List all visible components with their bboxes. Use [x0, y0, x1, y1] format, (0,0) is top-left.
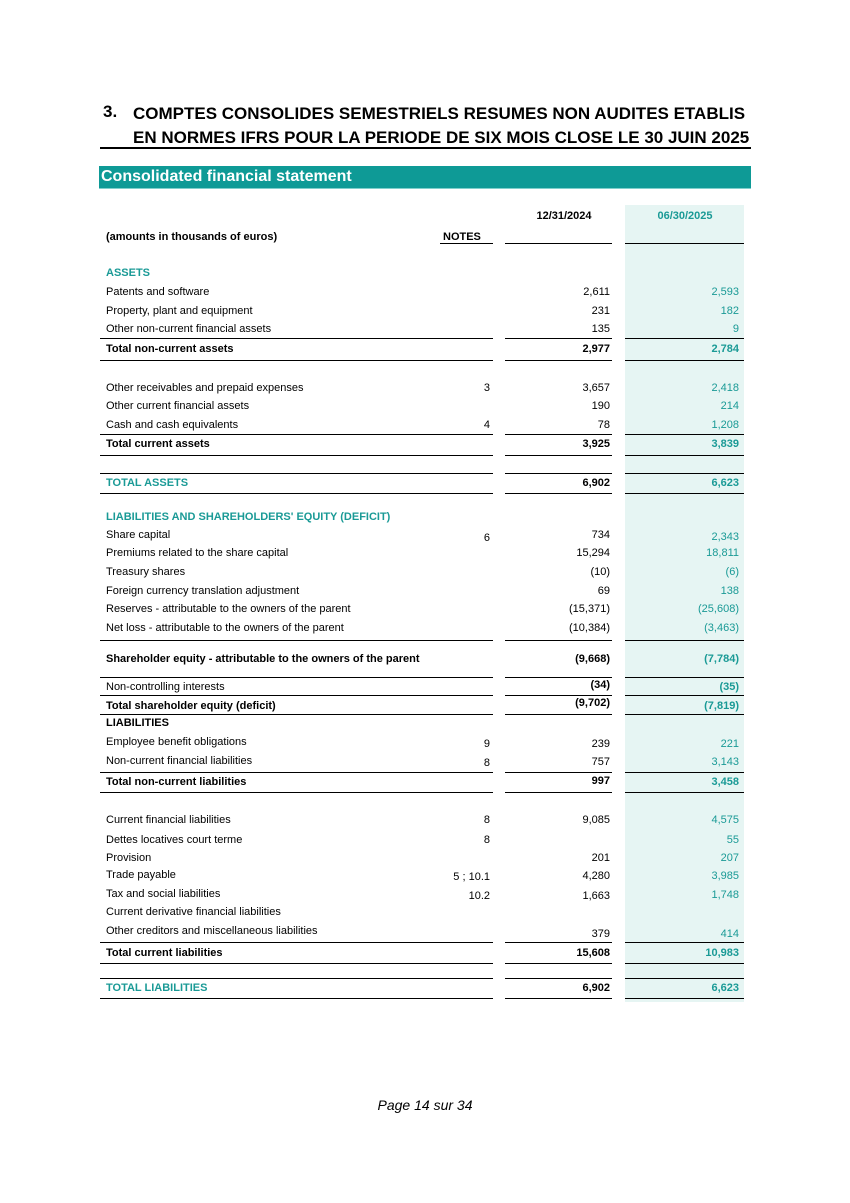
rule — [625, 714, 744, 715]
rule — [625, 942, 744, 943]
rule — [625, 695, 744, 696]
prior-value: 15,294 — [576, 547, 610, 559]
current-value: 3,458 — [711, 776, 739, 788]
rule — [100, 792, 493, 793]
rule — [625, 792, 744, 793]
row-label: Patents and software — [106, 286, 210, 298]
rule — [505, 640, 612, 641]
prior-header-rule — [505, 243, 612, 244]
row-note: 8 — [483, 814, 490, 826]
row-note: 5 ; 10.1 — [453, 871, 490, 883]
rule — [625, 772, 744, 773]
units-label: (amounts in thousands of euros) — [106, 231, 278, 243]
rule — [625, 360, 744, 361]
rule — [100, 677, 493, 678]
table-row — [0, 621, 850, 636]
row-label: Total non-current liabilities — [106, 776, 247, 788]
prior-value: 2,977 — [582, 343, 610, 355]
subtotal-row — [0, 652, 850, 667]
row-label: Share capital — [106, 529, 171, 541]
prior-value: 78 — [597, 419, 610, 431]
prior-value: (9,668) — [575, 653, 610, 665]
prior-value: 3,657 — [582, 382, 610, 394]
row-label: LIABILITIES — [106, 717, 169, 729]
prior-value: 201 — [591, 852, 610, 864]
prior-value: 997 — [591, 775, 610, 787]
rule — [100, 942, 493, 943]
current-value: 138 — [720, 585, 739, 597]
current-value: (35) — [719, 681, 739, 693]
table-row — [0, 833, 850, 848]
notes-column-header: NOTES — [443, 231, 481, 243]
rule — [505, 338, 612, 339]
current-value: 221 — [720, 738, 739, 750]
row-label: Other receivables and prepaid expenses — [106, 382, 304, 394]
total-row — [0, 437, 850, 452]
table-row — [0, 905, 850, 920]
row-label: Non-current financial liabilities — [106, 755, 253, 767]
table-row — [0, 381, 850, 396]
table-row — [0, 851, 850, 866]
rule — [100, 695, 493, 696]
rule — [505, 493, 612, 494]
total-row — [0, 775, 850, 790]
title-divider — [100, 147, 751, 149]
row-label: Current derivative financial liabilities — [106, 906, 281, 918]
rule — [505, 963, 612, 964]
current-value: 18,811 — [706, 547, 739, 559]
current-value: (6) — [725, 566, 739, 578]
current-value: 55 — [726, 834, 739, 846]
prior-value: 135 — [591, 323, 610, 335]
statement-banner: Consolidated financial statement — [99, 166, 751, 188]
current-value: 2,418 — [711, 382, 739, 394]
rule — [505, 455, 612, 456]
rule — [100, 338, 493, 339]
prior-value: (34) — [590, 679, 610, 691]
row-label: TOTAL ASSETS — [106, 477, 189, 489]
current-value: 1,208 — [711, 419, 739, 431]
prior-value: 69 — [597, 585, 610, 597]
row-label: Provision — [106, 852, 152, 864]
prior-value: 3,925 — [582, 438, 610, 450]
row-label: Cash and cash equivalents — [106, 419, 239, 431]
table-row — [0, 754, 850, 769]
rule — [625, 338, 744, 339]
row-label: Other non-current financial assets — [106, 323, 272, 335]
row-note: 3 — [483, 382, 490, 394]
section-title — [133, 102, 749, 150]
row-note: 10.2 — [468, 890, 490, 902]
rule — [100, 963, 493, 964]
current-value: 207 — [720, 852, 739, 864]
total-row — [0, 342, 850, 357]
column-header-prior-period: 12/31/2024 — [536, 210, 592, 222]
section-header-liabilities-equity — [0, 510, 850, 525]
rule — [505, 434, 612, 435]
rule — [505, 792, 612, 793]
rule — [625, 640, 744, 641]
row-label: Reserves - attributable to the owners of the parent — [106, 603, 351, 615]
rule — [625, 434, 744, 435]
current-value: 3,985 — [711, 870, 739, 882]
table-row — [0, 813, 850, 828]
banner-underline — [99, 188, 751, 189]
table-row — [0, 418, 850, 433]
table-row — [0, 285, 850, 300]
table-row — [0, 399, 850, 414]
row-label: LIABILITIES AND SHAREHOLDERS' EQUITY (DEFICIT) — [106, 511, 391, 523]
table-row — [0, 735, 850, 750]
rule — [625, 978, 744, 979]
row-note: 4 — [483, 419, 490, 431]
current-value: 10,983 — [705, 947, 739, 959]
section-title-line1: COMPTES CONSOLIDES SEMESTRIELS RESUMES NON AUDITES ETABLIS — [133, 104, 746, 123]
rule — [505, 360, 612, 361]
current-value: 2,343 — [711, 531, 739, 543]
prior-value: 6,902 — [582, 477, 610, 489]
rule — [505, 998, 612, 999]
row-note: 8 — [483, 757, 490, 769]
table-row — [0, 322, 850, 337]
grand-total-row — [0, 981, 850, 996]
current-value: (25,608) — [698, 603, 739, 615]
rule — [625, 493, 744, 494]
row-label: Other creditors and miscellaneous liabilities — [106, 925, 318, 937]
prior-value: 4,280 — [582, 870, 610, 882]
rule — [100, 714, 493, 715]
row-label: Total non-current assets — [106, 343, 234, 355]
column-header-current-period: 06/30/2025 — [657, 210, 713, 222]
current-value: 3,839 — [711, 438, 739, 450]
rule — [100, 493, 493, 494]
row-label: Net loss - attributable to the owners of the parent — [106, 622, 344, 634]
page-footer: Page 14 sur 34 — [377, 1097, 473, 1113]
prior-value: 15,608 — [576, 947, 610, 959]
rule — [100, 772, 493, 773]
current-value: 6,623 — [711, 477, 739, 489]
row-label: Property, plant and equipment — [106, 305, 253, 317]
current-value: 182 — [720, 305, 739, 317]
rule — [625, 455, 744, 456]
current-value: 1,748 — [711, 889, 739, 901]
section-number: 3. — [103, 102, 118, 121]
prior-value: 757 — [591, 756, 610, 768]
current-header-rule — [625, 243, 744, 244]
rule — [505, 942, 612, 943]
rule — [100, 978, 493, 979]
row-label: Tax and social liabilities — [106, 888, 221, 900]
current-value: 2,593 — [711, 286, 739, 298]
table-row — [0, 304, 850, 319]
total-row — [0, 699, 850, 714]
row-label: Other current financial assets — [106, 400, 250, 412]
prior-value: 6,902 — [582, 982, 610, 994]
table-row — [0, 602, 850, 617]
table-row — [0, 565, 850, 580]
section-header-assets — [0, 266, 850, 281]
row-label: Employee benefit obligations — [106, 736, 247, 748]
rule — [625, 473, 744, 474]
rule — [100, 640, 493, 641]
rule — [505, 714, 612, 715]
rule — [625, 677, 744, 678]
table-row — [0, 924, 850, 939]
rule — [100, 434, 493, 435]
table-row — [0, 887, 850, 902]
prior-value: 190 — [591, 400, 610, 412]
rule — [625, 998, 744, 999]
row-label: Total shareholder equity (deficit) — [106, 700, 276, 712]
table-row — [0, 546, 850, 561]
rule — [505, 978, 612, 979]
prior-value: 734 — [591, 529, 610, 541]
row-label: Dettes locatives court terme — [106, 834, 243, 846]
grand-total-row — [0, 476, 850, 491]
row-note: 6 — [483, 532, 490, 544]
table-row — [0, 528, 850, 543]
row-note: 9 — [483, 738, 490, 750]
row-label: Foreign currency translation adjustment — [106, 585, 300, 597]
rule — [505, 772, 612, 773]
section-title-line2: EN NORMES IFRS POUR LA PERIODE DE SIX MOIS CLOSE LE 30 JUIN 2025 — [133, 128, 750, 147]
current-value: 214 — [720, 400, 739, 412]
current-value: 2,784 — [711, 343, 739, 355]
prior-value: (10) — [590, 566, 610, 578]
rule — [625, 963, 744, 964]
row-label: Treasury shares — [106, 566, 186, 578]
prior-value: 239 — [591, 738, 610, 750]
notes-header-rule — [440, 243, 493, 244]
row-label: Trade payable — [106, 869, 176, 881]
total-row — [0, 946, 850, 961]
rule — [100, 360, 493, 361]
row-label: Shareholder equity - attributable to the owners of the parent — [106, 653, 420, 665]
table-row — [0, 868, 850, 883]
prior-value: (10,384) — [569, 622, 610, 634]
current-value: 6,623 — [711, 982, 739, 994]
current-value: 4,575 — [711, 814, 739, 826]
row-label: ASSETS — [106, 267, 151, 279]
row-label: TOTAL LIABILITIES — [106, 982, 208, 994]
rule — [505, 473, 612, 474]
current-value: (3,463) — [704, 622, 739, 634]
row-label: Premiums related to the share capital — [106, 547, 289, 559]
prior-value: 379 — [591, 928, 610, 940]
row-note: 8 — [483, 834, 490, 846]
section-header-liabilities — [0, 716, 850, 731]
rule — [100, 455, 493, 456]
current-value: 414 — [720, 928, 739, 940]
table-row — [0, 680, 850, 695]
rule — [100, 998, 493, 999]
prior-value: (9,702) — [575, 697, 610, 709]
prior-value: 1,663 — [582, 890, 610, 902]
row-label: Total current assets — [106, 438, 210, 450]
current-value: (7,784) — [704, 653, 739, 665]
table-row — [0, 584, 850, 599]
prior-value: (15,371) — [569, 603, 610, 615]
current-value: (7,819) — [704, 700, 739, 712]
row-label: Non-controlling interests — [106, 681, 225, 693]
row-label: Current financial liabilities — [106, 814, 231, 826]
prior-value: 2,611 — [583, 286, 610, 298]
current-value: 3,143 — [711, 756, 739, 768]
row-label: Total current liabilities — [106, 947, 223, 959]
current-value: 9 — [732, 323, 739, 335]
rule — [100, 473, 493, 474]
prior-value: 9,085 — [582, 814, 610, 826]
prior-value: 231 — [591, 305, 610, 317]
